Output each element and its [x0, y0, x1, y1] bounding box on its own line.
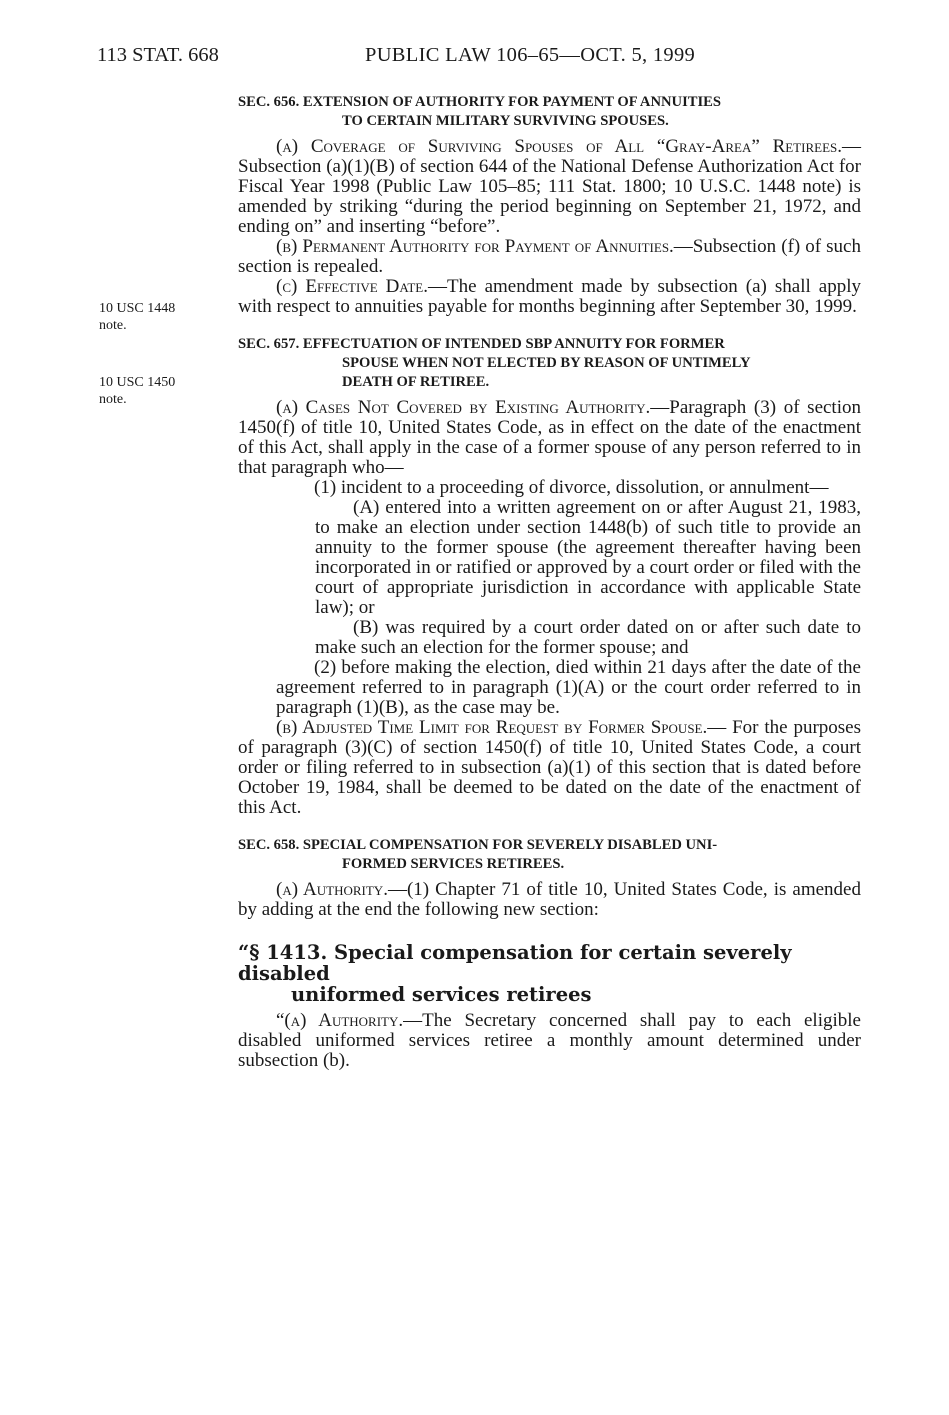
main-text-column	[238, 93, 861, 1071]
new-section-1413-a-text: —The Secretary concerned shall pay to each eligible disabled uniformed services retiree a monthly amount determined under subsection (b).	[238, 1010, 861, 1071]
sec-656-a-caption: (a) Coverage of Surviving Spouses of All “Gray-Area” Retirees.	[276, 136, 842, 157]
sec-656-heading: SEC. 656. EXTENSION OF AUTHORITY FOR PAYMENT OF ANNUITIES TO CERTAIN MILITARY SURVIVING SPOUSES.	[238, 94, 722, 129]
sec-656-a-text: —Subsection (a)(1)(B) of section 644 of the National Defense Authorization Act for Fiscal Year 1998 (Public Law 105–85; 111 Stat. 1800; 10 U.S.C. 1448 note) is amended by striking “during the period beginning on September 21, 1972, and ending on” and inserting “before”.	[238, 136, 861, 237]
sec-657-paragraph-1: (1) incident to a proceeding of divorce, dissolution, or annulment—	[314, 477, 829, 498]
sec-656-b	[238, 237, 861, 277]
sec-657-subparagraph-b: (B) was required by a court order dated on or after such date to make such an election for the former spouse; and	[315, 617, 861, 658]
sec-657-paragraph-2: (2) before making the election, died within 21 days after the date of the agreement referred to in paragraph (1)(A) or the court order referred to in paragraph (1)(B), as the case may be.	[276, 657, 861, 718]
sec-656-b-text: —Subsection (f) of such section is repealed.	[238, 236, 861, 277]
sec-656-c	[238, 277, 861, 317]
sec-657-b	[238, 718, 861, 818]
margin-note-citation: 10 USC 1450	[99, 375, 176, 390]
sec-657-heading: SEC. 657. EFFECTUATION OF INTENDED SBP ANNUITY FOR FORMER SPOUSE WHEN NOT ELECTED BY REASON OF UNTIMELY DEATH OF RETIREE.	[238, 336, 751, 390]
sec-657-a-caption: (a) Cases Not Covered by Existing Authority.	[276, 397, 651, 418]
new-section-1413-heading: “§ 1413. Special compensation for certain severely disabled uniformed services retirees	[238, 941, 792, 1006]
sec-656-c-caption: (c) Effective Date.	[276, 276, 428, 297]
sec-657-a	[238, 398, 861, 478]
margin-note-1448	[99, 300, 175, 334]
margin-note-label: note.	[99, 392, 127, 407]
sec-657-a-text: —Paragraph (3) of section 1450(f) of title 10, United States Code, as in effect on the date of the enactment of this Act, shall apply in the case of a former spouse of any person referred to in that paragraph who—	[238, 397, 861, 478]
page-header	[97, 44, 860, 74]
sec-656-c-text: —The amendment made by subsection (a) shall apply with respect to annuities payable for months beginning after September 30, 1999.	[238, 276, 862, 317]
margin-note-citation: 10 USC 1448	[99, 301, 176, 316]
stat-page-number: 113 STAT. 668	[97, 44, 219, 66]
margin-note-1450	[99, 374, 175, 408]
sec-658-a	[238, 880, 861, 920]
sec-658-a-caption: (a) Authority.	[276, 879, 388, 900]
sec-657-b-caption: (b) Adjusted Time Limit for Request by Former Spouse.	[276, 717, 708, 738]
new-section-1413-a-caption: “(a) Authority.	[276, 1010, 404, 1031]
public-law-title: PUBLIC LAW 106–65—OCT. 5, 1999	[365, 44, 696, 66]
new-section-1413-a	[238, 1011, 861, 1071]
sec-656-b-caption: (b) Permanent Authority for Payment of Annuities.	[276, 236, 674, 257]
sec-657-subparagraph-a: (A) entered into a written agreement on or after August 21, 1983, to make an election under section 1448(b) of such title to provide an annuity to the former spouse (the agreement thereafter having been incorporated in or ratified or approved by a court order or filed with the court of appropriate jurisdiction in accordance with applicable State law); or	[315, 497, 861, 618]
sec-658-heading: SEC. 658. SPECIAL COMPENSATION FOR SEVERELY DISABLED UNI- FORMED SERVICES RETIREES.	[238, 837, 718, 872]
sec-657-b-text: — For the purposes of paragraph (3)(C) of section 1450(f) of title 10, United States Code, a court order or filing referred to in subsection (a)(1) of this section that is dated before October 19, 1984, shall be deemed to be dated on the date of the enactment of this Act.	[238, 717, 861, 818]
sec-658-a-text: —(1) Chapter 71 of title 10, United States Code, is amended by adding at the end the following new section:	[238, 879, 861, 920]
margin-note-label: note.	[99, 318, 127, 333]
sec-656-a	[238, 137, 861, 237]
